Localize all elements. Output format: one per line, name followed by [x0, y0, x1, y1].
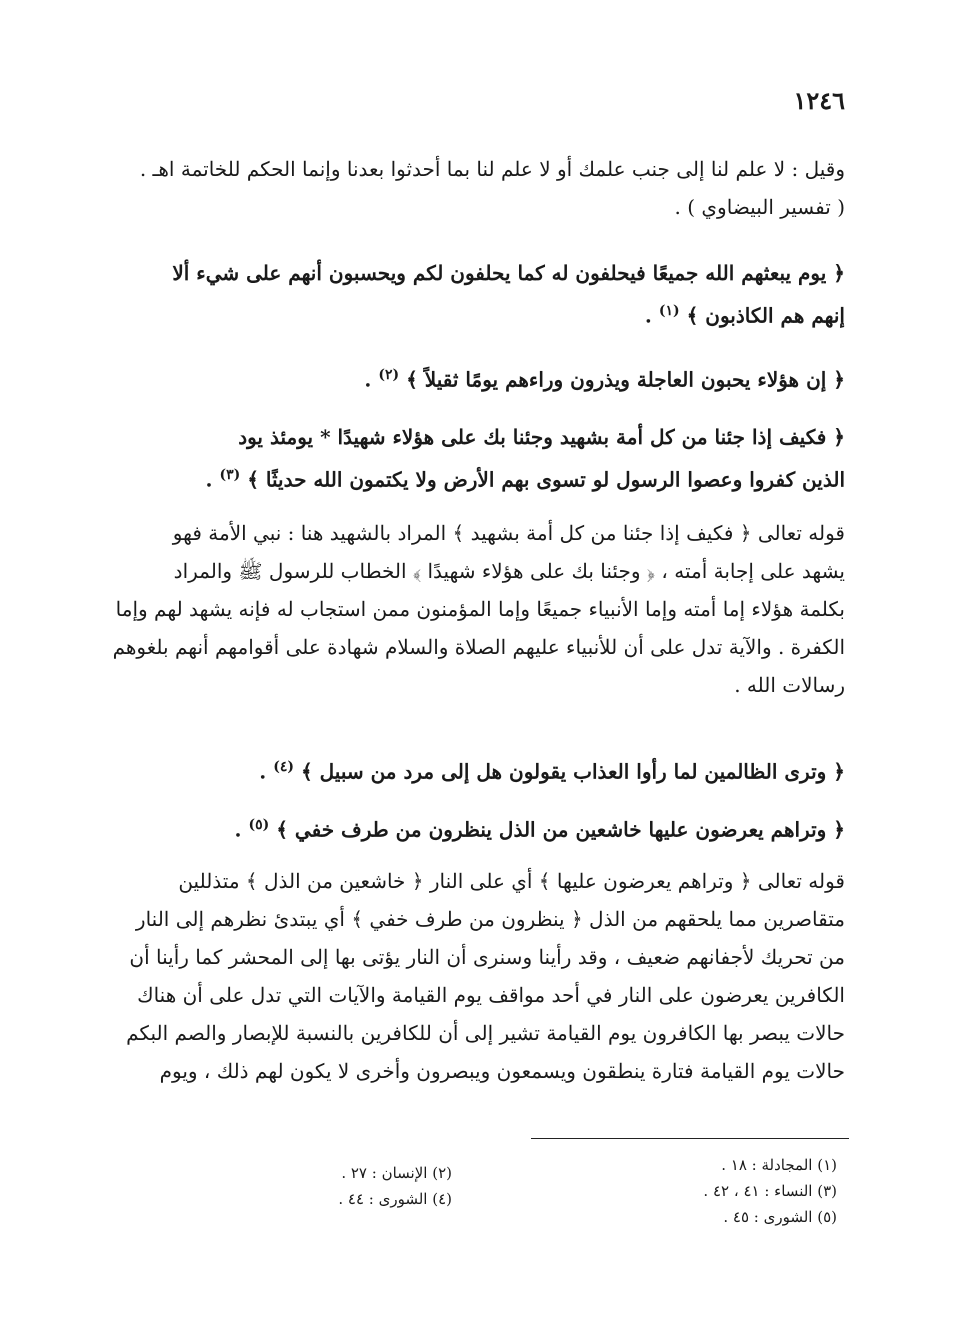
- text-line: الكفرة . والآية تدل على أن للأنبياء عليهم الصلاة والسلام شهادة على أقوامهم أنهم بلغوهم: [112, 635, 845, 659]
- quran-verse-1: ﴿ يوم يبعثهم الله جميعًا فيحلفون له كما يحلفون لكم ويحسبون أنهم على شيء ألا إنهم هم الكاذبون ﴾ $^{(١)}$ .: [107, 254, 845, 335]
- text-line: حالات يبصر بها الكافرون يوم القيامة تشير إلى أن للكافرين بالنسبة للإبصار والصم البكم: [126, 1021, 845, 1045]
- text-line: بكلمة هؤلاء إما أمته وإما الأنبياء جميعًا وإما المؤمنون ممن استجاب له فإنه يشهد لهم وإما: [115, 597, 845, 621]
- quran-verse-2: ﴿ إن هؤلاء يحبون العاجلة ويذرون وراءهم يومًا ثقيلاً ﴾ $^{(٢)}$ .: [364, 367, 845, 392]
- verse-line: ﴿ يوم يبعثهم الله جميعًا فيحلفون له كما يحلفون لكم ويحسبون أنهم على شيء ألا: [172, 261, 845, 285]
- page-number: ١٢٤٦: [793, 86, 845, 115]
- paragraph-baydawi-quote: [107, 150, 845, 226]
- footnotes-left-column: [338, 1160, 452, 1212]
- text-line: قوله تعالى ﴿ وتراهم يعرضون عليها ﴾ أي على النار ﴿ خاشعين من الذل ﴾ متذللين: [178, 869, 845, 893]
- footnote-ref: (٢): [378, 367, 400, 383]
- verse-line: ﴿ وترى الظالمين لما رأوا العذاب يقولون هل إلى مرد من سبيل ﴾: [300, 759, 845, 784]
- footnote-ref: (٤): [273, 759, 294, 775]
- verse-line: إنهم هم الكاذبون ﴾: [686, 303, 845, 328]
- footnote-ref: (٣): [219, 467, 241, 483]
- footnote-divider: [531, 1138, 849, 1139]
- footnote: (١) المجادلة : ١٨ .: [721, 1156, 837, 1174]
- quran-verse-3: ﴿ فكيف إذا جئنا من كل أمة بشهيد وجئنا بك على هؤلاء شهيدًا * يومئذ يود الذين كفروا وعصوا الرسول لو تسوى بهم الأرض ولا يكتمون الله حديثًا ﴾ $^{(٣)}$ .: [107, 418, 845, 499]
- text-line: قوله تعالى ﴿ فكيف إذا جئنا من كل أمة بشهيد ﴾ المراد بالشهيد هنا : نبي الأمة فهو: [172, 521, 845, 545]
- text-line: رسالات الله .: [734, 673, 845, 697]
- text-line: من تحريك لأجفانهم ضعيف ، وقد رأينا وسنرى أن النار يؤتى بها إلى المحشر كما رأينا أن: [129, 945, 845, 969]
- verse-line: ﴿ فكيف إذا جئنا من كل أمة بشهيد وجئنا بك على هؤلاء شهيدًا * يومئذ يود: [238, 425, 845, 449]
- verse-line: الذين كفروا وعصوا الرسول لو تسوى بهم الأرض ولا يكتمون الله حديثًا ﴾: [247, 467, 845, 492]
- footnote: (٣) النساء : ٤١ ، ٤٢ .: [703, 1182, 837, 1200]
- verse-line: ﴿ وتراهم يعرضون عليها خاشعين من الذل ينظرون من طرف خفي ﴾: [276, 817, 845, 842]
- footnote: (٢) الإنسان : ٢٧ .: [341, 1164, 452, 1182]
- footnote: (٤) الشورى : ٤٤ .: [338, 1190, 452, 1208]
- text-line: الكافرين يعرضون على النار في أحد مواقف يوم القيامة والآيات التي تدل على أن هناك: [137, 983, 845, 1007]
- text-line: يشهد على إجابة أمته ، ﴿ وجئنا بك على هؤلاء شهيدًا ﴾ الخطاب للرسول ﷺ والمراد: [173, 559, 845, 583]
- quran-verse-4: ﴿ وترى الظالمين لما رأوا العذاب يقولون هل إلى مرد من سبيل ﴾ $^{(٤)}$ .: [259, 759, 845, 784]
- quran-verse-5: ﴿ وتراهم يعرضون عليها خاشعين من الذل ينظرون من طرف خفي ﴾ $^{(٥)}$ .: [234, 817, 845, 842]
- text-line: وقيل : لا علم لنا إلى جنب علمك أو لا علم لنا بما أحدثوا بعدنا وإنما الحكم للخاتمة اهـ .: [139, 157, 845, 181]
- paragraph-commentary-1: [107, 514, 845, 704]
- verse-line: ﴿ إن هؤلاء يحبون العاجلة ويذرون وراءهم يومًا ثقيلاً ﴾: [406, 367, 845, 392]
- text-line: ( تفسير البيضاوي ) .: [674, 195, 845, 219]
- footnotes-right-column: [703, 1152, 837, 1230]
- footnote-ref: (١): [658, 303, 680, 319]
- footnote-ref: (٥): [248, 817, 270, 833]
- footnote: (٥) الشورى : ٤٥ .: [723, 1208, 837, 1226]
- paragraph-commentary-2: [107, 862, 845, 1090]
- text-line: حالات يوم القيامة فتارة ينطقون ويسمعون ويبصرون وأخرى لا يكون لهم ذلك ، ويوم: [159, 1059, 845, 1083]
- text-line: متقاصرين مما يلحقهم من الذل ﴿ ينظرون من طرف خفي ﴾ أي يبتدئ نظرهم إلى النار: [135, 907, 845, 931]
